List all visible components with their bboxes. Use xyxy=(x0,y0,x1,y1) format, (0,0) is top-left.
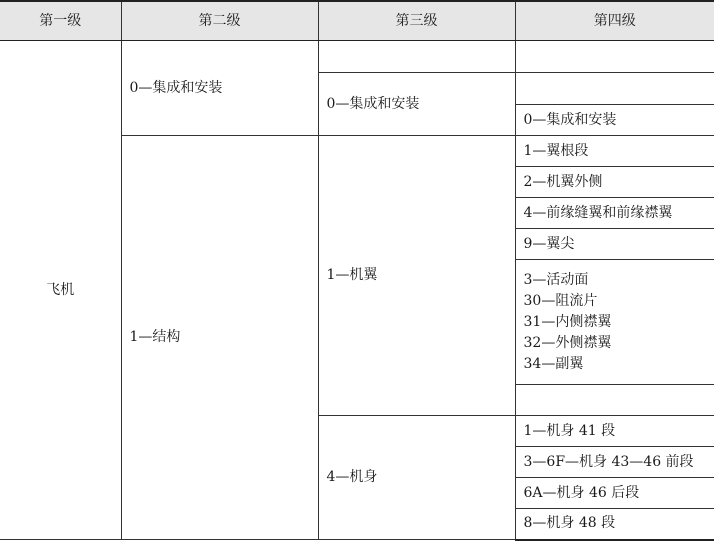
list-item: 31—内侧襟翼 xyxy=(523,313,612,330)
level2-install: 0—集成和安装 xyxy=(121,41,318,136)
header-level-1: 第一级 xyxy=(0,1,121,41)
level4-fuselage-48: 8—机身 48 段 xyxy=(515,509,714,540)
level3-fuselage: 4—机身 xyxy=(318,416,515,540)
level4-outer-wing: 2—机翼外侧 xyxy=(515,167,714,198)
list-item: 32—外侧襟翼 xyxy=(523,334,612,351)
level3-wing: 1—机翼 xyxy=(318,136,515,416)
header-row xyxy=(0,1,714,41)
header-level-3: 第三级 xyxy=(318,1,515,41)
list-item: 34—副翼 xyxy=(523,355,584,372)
list-item: 3—活动面 xyxy=(523,271,589,288)
level4-empty xyxy=(515,385,714,416)
level4-empty xyxy=(515,41,714,73)
level2-structure: 1—结构 xyxy=(121,136,318,540)
level4-install: 0—集成和安装 xyxy=(515,105,714,136)
level4-wing-tip: 9—翼尖 xyxy=(515,229,714,260)
level3-install: 0—集成和安装 xyxy=(318,73,515,136)
level4-fuselage-43-46: 3—6F—机身 43—46 前段 xyxy=(515,447,714,478)
level4-fuselage-46-aft: 6A—机身 46 后段 xyxy=(515,478,714,509)
header-level-2: 第二级 xyxy=(121,1,318,41)
level4-fuselage-41: 1—机身 41 段 xyxy=(515,416,714,447)
level1-aircraft: 飞机 xyxy=(0,41,121,540)
level3-empty xyxy=(318,41,515,73)
list-item: 30—阻流片 xyxy=(523,292,598,309)
level4-slats-flaps: 4—前缘缝翼和前缘襟翼 xyxy=(515,198,714,229)
header-level-4: 第四级 xyxy=(515,1,714,41)
table-row xyxy=(0,41,714,73)
level4-control-surfaces xyxy=(515,260,714,385)
level4-wing-root: 1—翼根段 xyxy=(515,136,714,167)
level4-empty xyxy=(515,73,714,105)
